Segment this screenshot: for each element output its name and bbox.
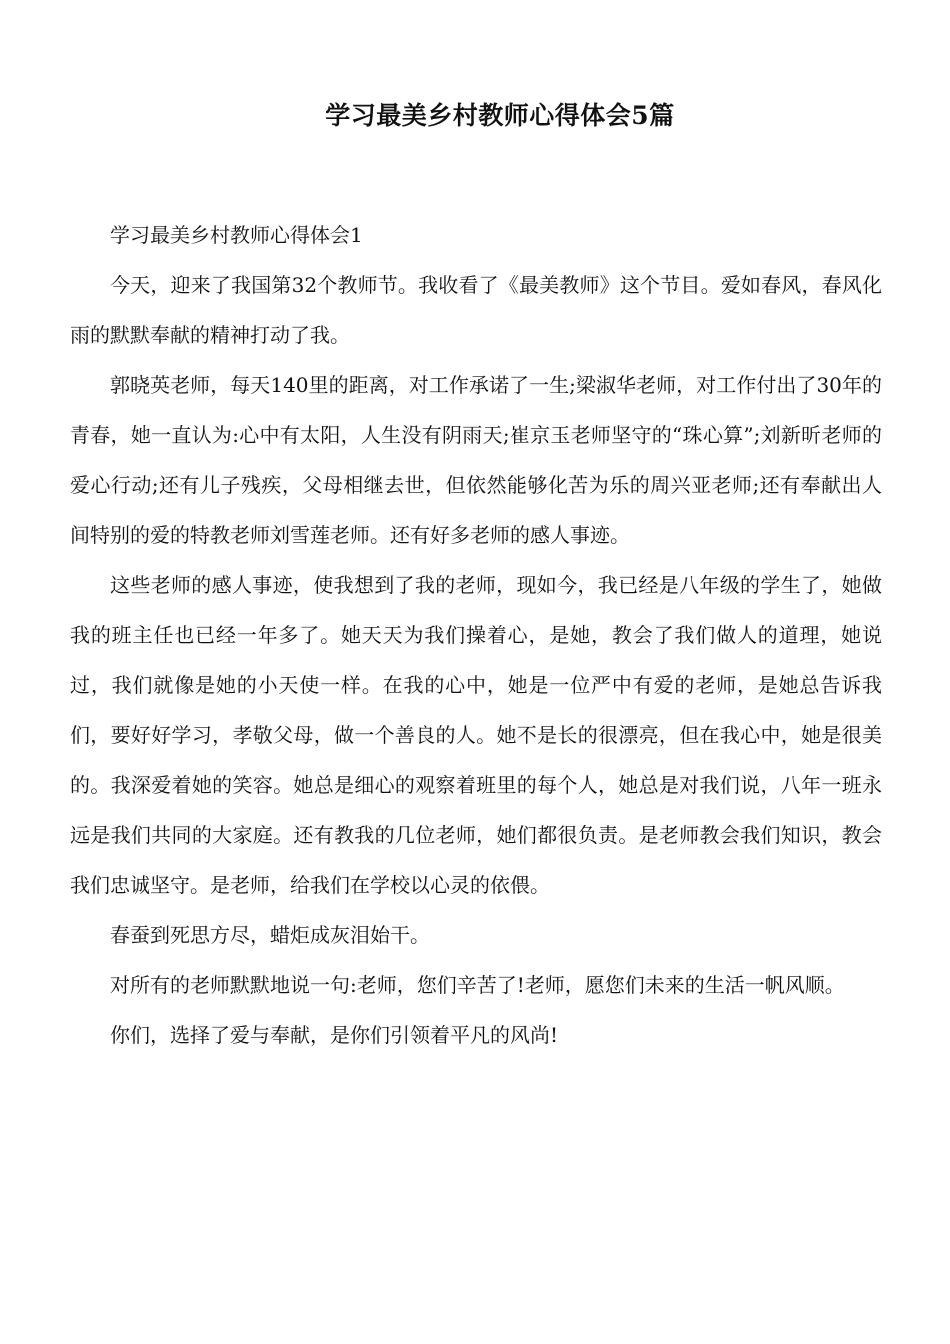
document-title: 学习最美乡村教师心得体会5篇 — [325, 101, 675, 130]
document-body — [70, 210, 882, 1060]
section-heading: 学习最美乡村教师心得体会1 — [110, 223, 363, 247]
paragraph: 今天，迎来了我国第32个教师节。我收看了《最美教师》这个节目。爱如春风，春风化雨的默默奉献的精神打动了我。 — [70, 273, 882, 347]
paragraph: 这些老师的感人事迹，使我想到了我的老师，现如今，我已经是八年级的学生了，她做我的班主任也已经一年多了。她天天为我们操着心，是她，教会了我们做人的道理，她说过，我们就像是她的小天使一样。在我的心中，她是一位严中有爱的老师，是她总告诉我们，要好好学习，孝敬父母，做一个善良的人。她不是长的很漂亮，但在我心中，她是很美的。我深爱着她的笑容。她总是细心的观察着班里的每个人，她总是对我们说，八年一班永远是我们共同的大家庭。还有教我的几位老师，她们都很负责。是老师教会我们知识，教会我们忠诚坚守。是老师，给我们在学校以心灵的依偎。 — [70, 573, 882, 897]
paragraph: 春蚕到死思方尽，蜡炬成灰泪始干。 — [110, 923, 430, 947]
paragraph: 对所有的老师默默地说一句:老师，您们辛苦了!老师，愿您们未来的生活一帆风顺。 — [110, 973, 845, 997]
paragraph: 你们，选择了爱与奉献，是你们引领着平凡的风尚! — [110, 1023, 559, 1047]
paragraph: 郭晓英老师，每天140里的距离，对工作承诺了一生;梁淑华老师，对工作付出了30年的青春，她一直认为:心中有太阳，人生没有阴雨天;崔京玉老师坚守的“珠心算”;刘新昕老师的爱心行动;还有儿子残疾，父母相继去世，但依然能够化苦为乐的周兴亚老师;还有奉献出人间特别的爱的特教老师刘雪莲老师。还有好多老师的感人事迹。 — [70, 373, 882, 547]
